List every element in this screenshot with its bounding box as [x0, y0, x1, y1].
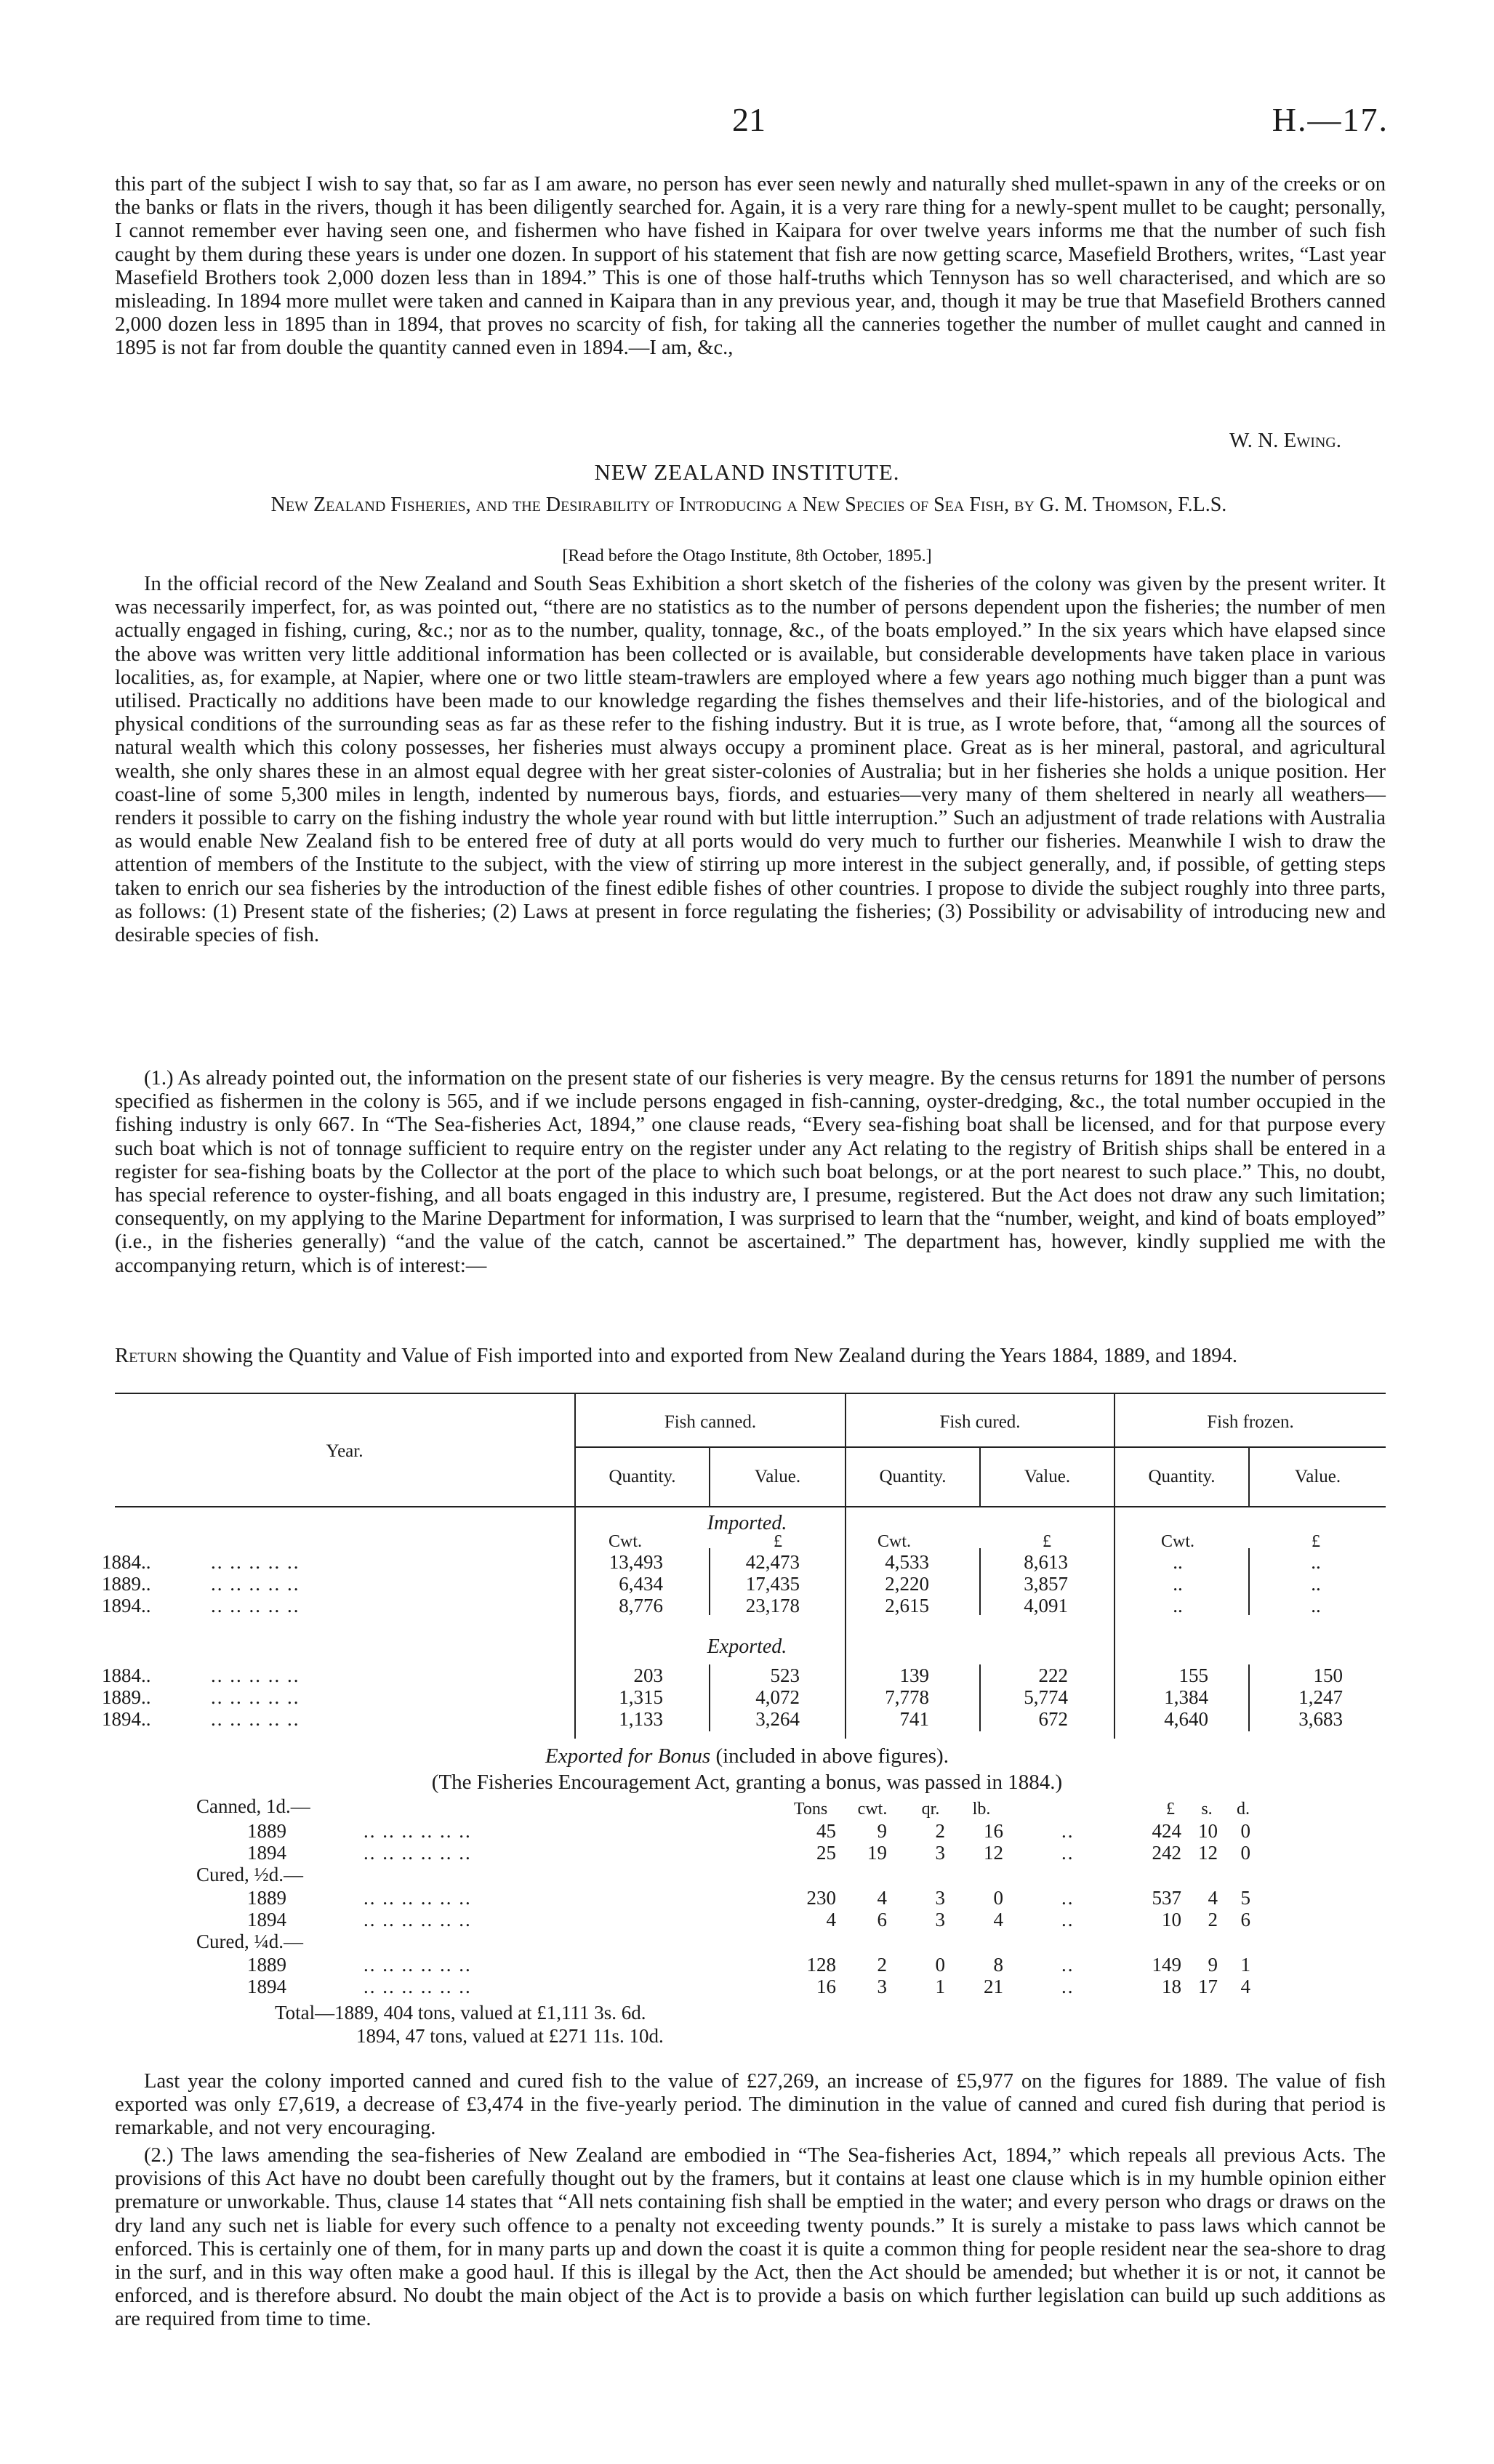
signature: W. N. Ewing. [1229, 429, 1341, 452]
page-reference: H.—17. [1272, 101, 1389, 138]
canned-quantity-cell: 6,434 [619, 1573, 663, 1595]
bonus-tons: 25 [816, 1842, 836, 1864]
year-cell: 1884.. [102, 1664, 151, 1686]
unit-label: £ [1312, 1532, 1320, 1551]
bonus-tons: 4 [826, 1909, 836, 1930]
year-column-header: Year. [326, 1441, 364, 1461]
leader-dots: .. .. .. .. .. .. [364, 1909, 472, 1930]
leader-dots: .. [1061, 1909, 1075, 1930]
bonus-col-header: £ [1166, 1800, 1175, 1819]
leader-dots: .. [1061, 1887, 1075, 1909]
leader-dots: .. [1061, 1842, 1075, 1864]
fish-frozen-header: Fish frozen. [1207, 1412, 1294, 1432]
year-cell: 1889.. [102, 1686, 151, 1708]
bonus-tons: 45 [816, 1820, 836, 1842]
bonus-qr: 3 [935, 1909, 945, 1930]
bonus-lb: 16 [984, 1820, 1003, 1842]
bonus-heading [0, 1744, 1494, 1768]
canned-value-header: Value. [754, 1467, 801, 1486]
exported-section-label: Exported. [707, 1635, 787, 1658]
fish-canned-header: Fish canned. [664, 1412, 757, 1432]
bonus-year: 1894 [247, 1842, 286, 1864]
bonus-col-header: d. [1237, 1800, 1250, 1819]
leader-dots: .. .. .. .. .. [211, 1708, 300, 1730]
canned-quantity-cell: 1,133 [619, 1708, 663, 1730]
bonus-pence: 4 [1240, 1976, 1250, 1997]
bonus-note: (The Fisheries Encouragement Act, granting a bonus, was passed in 1884.) [431, 1771, 1063, 1794]
leader-dots: .. .. .. .. .. .. [364, 1954, 472, 1976]
cured-quantity-cell: 741 [899, 1708, 929, 1730]
closing-paragraph-2 [115, 2144, 1386, 2332]
cured-quantity-header: Quantity. [879, 1467, 947, 1486]
canned-value-cell: 523 [770, 1664, 800, 1686]
bonus-qr: 0 [935, 1954, 945, 1976]
bonus-qr: 2 [935, 1820, 945, 1842]
bonus-col-header: Tons [793, 1800, 828, 1819]
bonus-tons: 128 [806, 1954, 836, 1976]
intro-paragraph: this part of the subject I wish to say that, so far as I am aware, no person has ever seen newly and naturally shed mullet-spawn in any of the creeks or on the banks or flats in the rivers, though it has been diligently searched for. Again, it is a very rare thing for a newly-spent mullet to be caught; personally, I cannot remember ever having seen one, and fishermen who have fished in Kaipara for over twelve years informs me that the number of such fish caught by them during these years is under one dozen. In support of his statement that fish are now getting scarce, Masefield Brothers, writes, “Last year Masefield Brothers took 2,000 dozen less than in 1894.” This is one of those half-truths which Tennyson has so well characterised, and which are so misleading. In 1894 more mullet were taken and canned in Kaipara than in any previous year, and, though it may be true that Masefield Brothers canned 2,000 dozen less in 1895 than in 1894, that proves no scarcity of fish, for taking all the canneries together the number of mullet caught and canned in 1895 is not far from double the quantity canned even in 1894.—I am, &c., [115, 173, 1386, 360]
cured-quantity-cell: 139 [899, 1664, 929, 1686]
canned-quantity-cell: 1,315 [619, 1686, 663, 1708]
unit-label: £ [774, 1532, 782, 1551]
cured-value-cell: 8,613 [1024, 1551, 1068, 1573]
article-subtitle: New Zealand Fisheries, and the Desirability of Introducing a New Species of Sea Fish, by G. M. Thomson, F.L.S. [270, 494, 1227, 516]
frozen-quantity-cell: .. [1173, 1595, 1183, 1617]
frozen-value-header: Value. [1294, 1467, 1341, 1486]
bonus-shillings: 9 [1208, 1954, 1218, 1976]
leader-dots: .. .. .. .. .. .. [364, 1842, 472, 1864]
bonus-group-label: Cured, ¼d.— [196, 1930, 303, 1952]
leader-dots: .. [1061, 1976, 1075, 1997]
bonus-col-header: qr. [921, 1800, 940, 1819]
frozen-value-cell: 1,247 [1298, 1686, 1343, 1708]
bonus-lb: 4 [993, 1909, 1003, 1930]
canned-value-cell: 42,473 [745, 1551, 800, 1573]
bonus-tons: 16 [816, 1976, 836, 1997]
bonus-lb: 21 [984, 1976, 1003, 1997]
bonus-shillings: 10 [1198, 1820, 1218, 1842]
bonus-qr: 3 [935, 1887, 945, 1909]
return-caption [115, 1345, 1386, 1368]
bonus-shillings: 4 [1208, 1887, 1218, 1909]
bonus-pounds: 537 [1152, 1887, 1181, 1909]
bonus-pence: 6 [1240, 1909, 1250, 1930]
cured-value-cell: 222 [1038, 1664, 1068, 1686]
leader-dots: .. [1061, 1820, 1075, 1842]
bonus-year: 1889 [247, 1954, 286, 1976]
canned-quantity-cell: 8,776 [619, 1595, 663, 1617]
leader-dots: .. .. .. .. .. [211, 1664, 300, 1686]
frozen-value-cell: 150 [1313, 1664, 1343, 1686]
cured-value-cell: 672 [1038, 1708, 1068, 1730]
frozen-quantity-cell: 155 [1178, 1664, 1208, 1686]
unit-label: Cwt. [608, 1532, 642, 1551]
year-cell: 1894.. [102, 1595, 151, 1617]
cured-value-cell: 5,774 [1024, 1686, 1068, 1708]
bonus-lb: 0 [993, 1887, 1003, 1909]
bonus-pounds: 18 [1162, 1976, 1181, 1997]
table-body-vline-3 [1248, 1548, 1250, 1615]
bonus-col-header: s. [1201, 1800, 1213, 1819]
bonus-col-header: lb. [972, 1800, 991, 1819]
bonus-tons: 230 [806, 1887, 836, 1909]
bonus-qr: 3 [935, 1842, 945, 1864]
frozen-value-cell: 3,683 [1298, 1708, 1343, 1730]
leader-dots: .. .. .. .. .. .. [364, 1976, 472, 1997]
cured-quantity-cell: 2,220 [885, 1573, 929, 1595]
fish-cured-header: Fish cured. [939, 1412, 1021, 1432]
year-cell: 1884.. [102, 1551, 151, 1573]
bonus-qr: 1 [935, 1976, 945, 1997]
canned-value-cell: 17,435 [745, 1573, 800, 1595]
article-paragraph-1 [115, 573, 1386, 947]
bonus-pounds: 149 [1152, 1954, 1181, 1976]
bonus-cwt: 19 [867, 1842, 887, 1864]
bonus-group-label: Cured, ½d.— [196, 1864, 303, 1885]
year-cell: 1894.. [102, 1708, 151, 1730]
read-note: [Read before the Otago Institute, 8th October, 1895.] [562, 547, 932, 565]
table-top-rule [115, 1393, 1386, 1394]
year-cell: 1889.. [102, 1573, 151, 1595]
frozen-value-cell: .. [1311, 1595, 1321, 1617]
bonus-shillings: 2 [1208, 1909, 1218, 1930]
closing-paragraph-1-text: Last year the colony imported canned and cured fish to the value of £27,269, an increase of £5,977 on the figures for 1889. The value of fish exported was only £7,619, a decrease of £3,474 in the five-yearly period. The diminution in the value of canned and cured fish during that period is remarkable, and not very encouraging. [115, 2070, 1386, 2140]
leader-dots: .. .. .. .. .. .. [364, 1820, 472, 1842]
return-caption-text: showing the Quantity and Value of Fish imported into and exported from New Zealand during the Years 1884, 1889, and 1894. [182, 1345, 1238, 1367]
frozen-quantity-cell: 1,384 [1164, 1686, 1208, 1708]
cured-quantity-cell: 2,615 [885, 1595, 929, 1617]
leader-dots: .. .. .. .. .. [211, 1551, 300, 1573]
bonus-cwt: 9 [877, 1820, 887, 1842]
leader-dots: .. .. .. .. .. [211, 1686, 300, 1708]
article-paragraph-2-text: (1.) As already pointed out, the information on the present state of our fisheries is very meagre. By the census returns for 1891 the number of persons specified as fishermen in the colony is 565, and if we include persons engaged in fish-canning, oyster-dredging, &c., the total number occupied in the fishing industry is only 667. In “The Sea-fisheries Act, 1894,” one clause reads, “Every sea-fishing boat shall be licensed, and for that purpose every such boat which is not of tonnage sufficient to require entry on the register under any Act relating to the registry of British ships shall be entered in a register for sea-fishing boats by the Collector at the port of the place to which such boat belongs, or at the port nearest to such place.” This, no doubt, has special reference to oyster-fishing, and all boats engaged in this industry are, I presume, registered. But the Act does not draw any such limitation; consequently, on my applying to the Marine Department for information, I was surprised to learn that the “number, weight, and kind of boats employed” (i.e., in the fisheries generally) “and the value of the catch, cannot be ascertained.” The department has, however, kindly supplied me with the accompanying return, which is of interest:— [115, 1067, 1386, 1277]
bonus-cwt: 6 [877, 1909, 887, 1930]
leader-dots: .. [1061, 1954, 1075, 1976]
bonus-year: 1894 [247, 1976, 286, 1997]
canned-value-cell: 23,178 [745, 1595, 800, 1617]
cured-value-cell: 3,857 [1024, 1573, 1068, 1595]
bonus-total-2: 1894, 47 tons, valued at £271 11s. 10d. [356, 2025, 664, 2047]
bonus-pence: 1 [1240, 1954, 1250, 1976]
bonus-heading-rest: (included in above figures). [715, 1744, 949, 1768]
table-header-bottom-rule [115, 1506, 1386, 1507]
bonus-year: 1894 [247, 1909, 286, 1930]
bonus-total-1: Total—1889, 404 tons, valued at £1,111 3s. 6d. [275, 2002, 646, 2024]
frozen-quantity-cell: .. [1173, 1573, 1183, 1595]
bonus-shillings: 17 [1198, 1976, 1218, 1997]
bonus-year: 1889 [247, 1820, 286, 1842]
cured-value-cell: 4,091 [1024, 1595, 1068, 1617]
frozen-value-cell: .. [1311, 1551, 1321, 1573]
frozen-value-cell: .. [1311, 1573, 1321, 1595]
canned-value-cell: 3,264 [755, 1708, 800, 1730]
bonus-pence: 0 [1240, 1820, 1250, 1842]
frozen-quantity-cell: 4,640 [1164, 1708, 1208, 1730]
bonus-pence: 0 [1240, 1842, 1250, 1864]
bonus-year: 1889 [247, 1887, 286, 1909]
closing-paragraph-2-text: (2.) The laws amending the sea-fisheries of New Zealand are embodied in “The Sea-fisheries Act, 1894,” which repeals all previous Acts. The provisions of this Act have no doubt been carefully thought out by the framers, but it contains at least one clause which is in my humble opinion either premature or unworkable. Thus, clause 14 states that “All nets containing fish shall be emptied in the water; and every person who drags or draws on the dry land any such net is liable for every such offence to a penalty not exceeding twenty pounds.” It is surely a mistake to pass laws which cannot be enforced. This is certainly one of them, for in many parts up and down the coast it is quite a common thing for people resident near the sea-shore to drag in the surf, and in this way often make a good haul. If this is illegal by the Act, then the Act should be amended; but whether it is or not, it cannot be enforced, and is therefore absurd. No doubt the main object of the Act is to provide a basis on which further legislation can build up such additions as are required from time to time. [115, 2144, 1386, 2331]
bonus-shillings: 12 [1198, 1842, 1218, 1864]
cured-quantity-cell: 7,778 [885, 1686, 929, 1708]
canned-value-cell: 4,072 [755, 1686, 800, 1708]
imported-section-label: Imported. [707, 1512, 787, 1534]
cured-quantity-cell: 4,533 [885, 1551, 929, 1573]
closing-paragraph-1 [115, 2070, 1386, 2141]
bonus-group-label: Canned, 1d.— [196, 1795, 310, 1817]
leader-dots: .. .. .. .. .. .. [364, 1887, 472, 1909]
article-paragraph-1-text: In the official record of the New Zealand and South Seas Exhibition a short sketch of the fisheries of the colony was given by the present writer. It was necessarily imperfect, for, as was pointed out, “there are no statistics as to the number of persons dependent upon the fisheries; the number of men actually engaged in fishing, curing, &c.; nor as to the number, quality, tonnage, &c., of the boats employed.” In the six years which have elapsed since the above was written very little additional information has been collected or is available, but considerable developments have taken place in various localities, as, for example, at Napier, where one or two little steam-trawlers are employed where a few years ago nothing much bigger than a punt was utilised. Practically no additions have been made to our knowledge regarding the fishes themselves and their life-histories, and of the biological and physical conditions of the surrounding seas as far as these refer to the fishing industry. But it is true, as I wrote before, that, “among all the sources of natural wealth which this colony possesses, her fisheries must always occupy a prominent place. Great as is her mineral, pastoral, and agricultural wealth, she only shares these in an almost equal degree with her great sister-colonies of Australia; but in her fisheries she holds a unique position. Her coast-line of some 5,300 miles in length, indented by numerous bays, fiords, and estuaries—very many of them sheltered in nearly all weathers—renders it possible to carry on the fishing industry the whole year round with but little interruption.” Such an adjustment of trade relations with Australia as would enable New Zealand fish to be entered free of duty at all ports would do very much to further our fisheries. Meanwhile I wish to draw the attention of members of the Institute to the subject, with the view of stirring up more interest in the subject generally, and, if possible, of getting steps taken to enrich our sea fisheries by the introduction of the finest edible fishes of other countries. I propose to divide the subject roughly into three parts, as follows: (1) Present state of the fisheries; (2) Laws at present in force regulating the fisheries; (3) Possibility or advisability of introducing new and desirable species of fish. [115, 573, 1386, 947]
frozen-quantity-header: Quantity. [1148, 1467, 1216, 1486]
bonus-cwt: 2 [877, 1954, 887, 1976]
bonus-lb: 8 [993, 1954, 1003, 1976]
cured-value-header: Value. [1024, 1467, 1071, 1486]
leader-dots: .. .. .. .. .. [211, 1595, 300, 1617]
bonus-cwt: 4 [877, 1887, 887, 1909]
bonus-pounds: 242 [1152, 1842, 1181, 1864]
bonus-lb: 12 [984, 1842, 1003, 1864]
canned-quantity-cell: 13,493 [609, 1551, 663, 1573]
bonus-cwt: 3 [877, 1976, 887, 1997]
unit-label: Cwt. [877, 1532, 911, 1551]
bonus-pounds: 10 [1162, 1909, 1181, 1930]
return-caption-lead: Return [115, 1345, 177, 1367]
leader-dots: .. .. .. .. .. [211, 1573, 300, 1595]
article-paragraph-2 [115, 1067, 1386, 1278]
unit-label: Cwt. [1160, 1532, 1194, 1551]
article-title: NEW ZEALAND INSTITUTE. [594, 459, 900, 485]
bonus-pence: 5 [1240, 1887, 1250, 1909]
bonus-col-header: cwt. [857, 1800, 888, 1819]
frozen-quantity-cell: .. [1173, 1551, 1183, 1573]
page-number: 21 [732, 101, 766, 138]
canned-quantity-header: Quantity. [609, 1467, 676, 1486]
canned-quantity-cell: 203 [633, 1664, 663, 1686]
bonus-pounds: 424 [1152, 1820, 1181, 1842]
bonus-heading-italic: Exported for Bonus [545, 1744, 711, 1768]
unit-label: £ [1043, 1532, 1051, 1551]
